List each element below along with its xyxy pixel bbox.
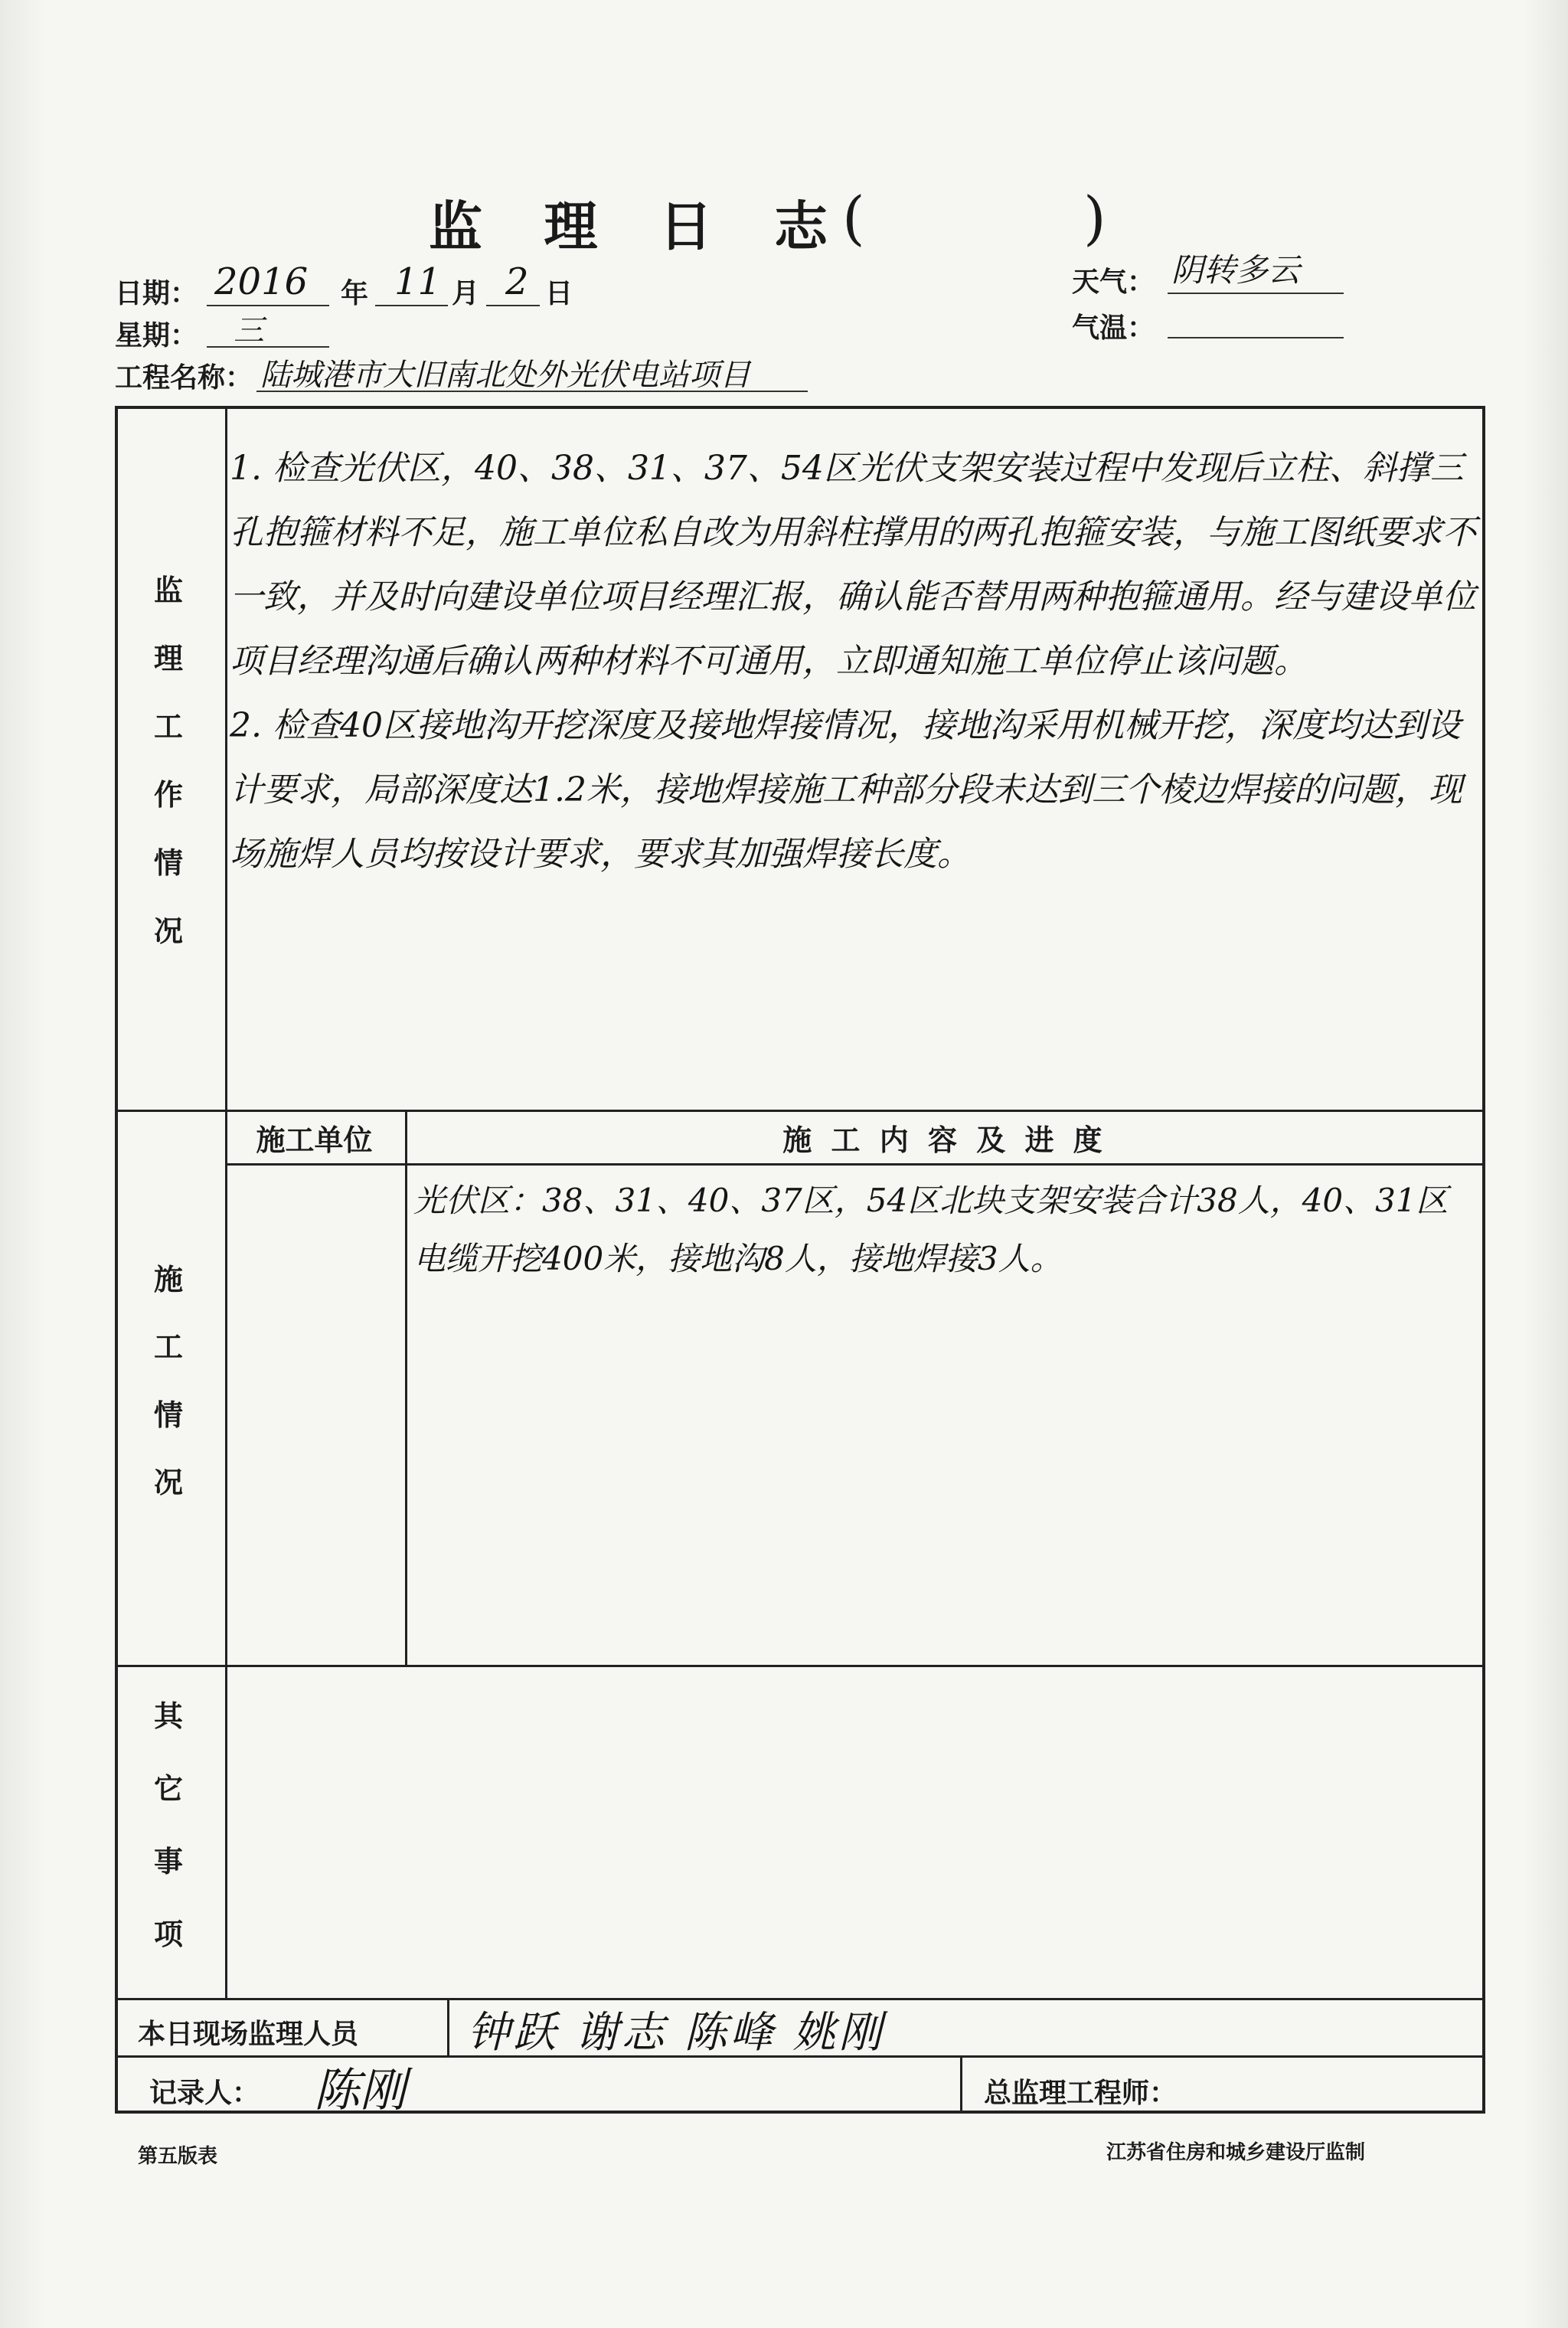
recorder-name: 陈刚 [314,2064,406,2117]
work-item: 1. 检查光伏区，40、38、31、37、54区光伏支架安装过程中发现后立柱、斜撑三孔抱箍材料不足，施工单位私自改为用斜柱撑用的两孔抱箍安装，与施工图纸要求不一致，并及时向建设单位项目经理汇报，确认能否替用两种抱箍通用。经与建设单位项目经理沟通后确认两种材料不可通用，立即通知施工单位停止该问题。 [230,449,1476,681]
other-label-char: 事 [153,1845,183,1878]
other-label-char: 其 [153,1699,183,1733]
work-label-char: 情 [153,846,183,880]
col-construction-unit: 施工单位 [256,1123,373,1157]
construction-label-char: 情 [153,1398,183,1432]
issuer-note: 江苏省住房和城乡建设厅监制 [1106,2141,1366,2164]
date-month: 11 [394,260,442,303]
work-label-char: 工 [153,710,183,744]
construction-section-bottom [118,1665,1484,1667]
project-underline [256,391,808,392]
work-label-char: 作 [153,778,183,812]
onsite-label-divider [447,1998,449,2055]
col-construction-content: 施 工 内 容 及 进 度 [782,1123,1107,1157]
date-year: 2016 [214,260,309,303]
work-label-char: 理 [153,642,183,675]
day-underline [486,305,540,306]
label-column-divider [225,409,227,1998]
work-content [230,436,1478,887]
project-name: 陆城港市大旧南北处外光伏电站项目 [260,358,750,393]
month-unit: 月 [452,278,480,309]
edition-note: 第五版表 [138,2145,218,2168]
work-section-label [126,567,211,950]
year-underline [207,305,329,306]
recorder-chief-divider [960,2055,962,2114]
year-unit: 年 [341,278,369,309]
work-section-bottom [118,1110,1484,1112]
construction-label-char: 况 [153,1465,183,1499]
onsite-staff-names: 钟跃 谢志 陈峰 姚刚 [467,2008,885,2058]
recorder-label: 记录人： [149,2078,260,2109]
temperature-underline [1168,337,1344,338]
date-label: 日期： [115,278,198,309]
chief-engineer-label: 总监理工程师： [984,2078,1178,2109]
other-label-char: 它 [153,1772,183,1806]
unit-column-divider [405,1110,407,1665]
construction-label-char: 工 [153,1330,183,1365]
work-item: 2. 检查40区接地沟开挖深度及接地焊接情况，接地沟采用机械开挖，深度均达到设计要求，局部深度达1.2米，接地焊接施工种部分段未达到三个棱边焊接的问题，现场施焊人员均按设计要求，要求其加强焊接长度。 [230,706,1462,874]
weather-value: 阴转多云 [1171,251,1301,289]
form-title: 监 理 日 志 [429,195,850,258]
weather-underline [1168,293,1344,294]
onsite-staff-label: 本日现场监理人员 [138,2019,359,2050]
weekday-value: 三 [234,313,264,348]
title-paren-close: ) [1083,184,1106,252]
project-label: 工程名称： [115,362,253,394]
other-section-label [126,1692,211,1953]
day-unit: 日 [545,278,573,309]
month-underline [375,305,448,306]
construction-label-char: 施 [153,1263,183,1296]
construction-content: 光伏区：38、31、40、37区，54区北块支架安装合计38人，40、31区电缆开挖400米，接地沟8人，接地焊接3人。 [413,1182,1449,1277]
title-paren-open: ( [842,184,865,252]
weather-label: 天气： [1072,266,1155,298]
construction-section-label [126,1256,211,1501]
work-label-char: 况 [153,914,183,948]
temperature-label: 气温： [1072,312,1155,344]
column-header-bottom [225,1163,1484,1166]
date-day: 2 [505,260,529,303]
weekday-label: 星期： [115,320,198,351]
work-label-char: 监 [153,574,183,607]
weekday-underline [207,346,329,348]
other-label-char: 项 [153,1918,183,1951]
